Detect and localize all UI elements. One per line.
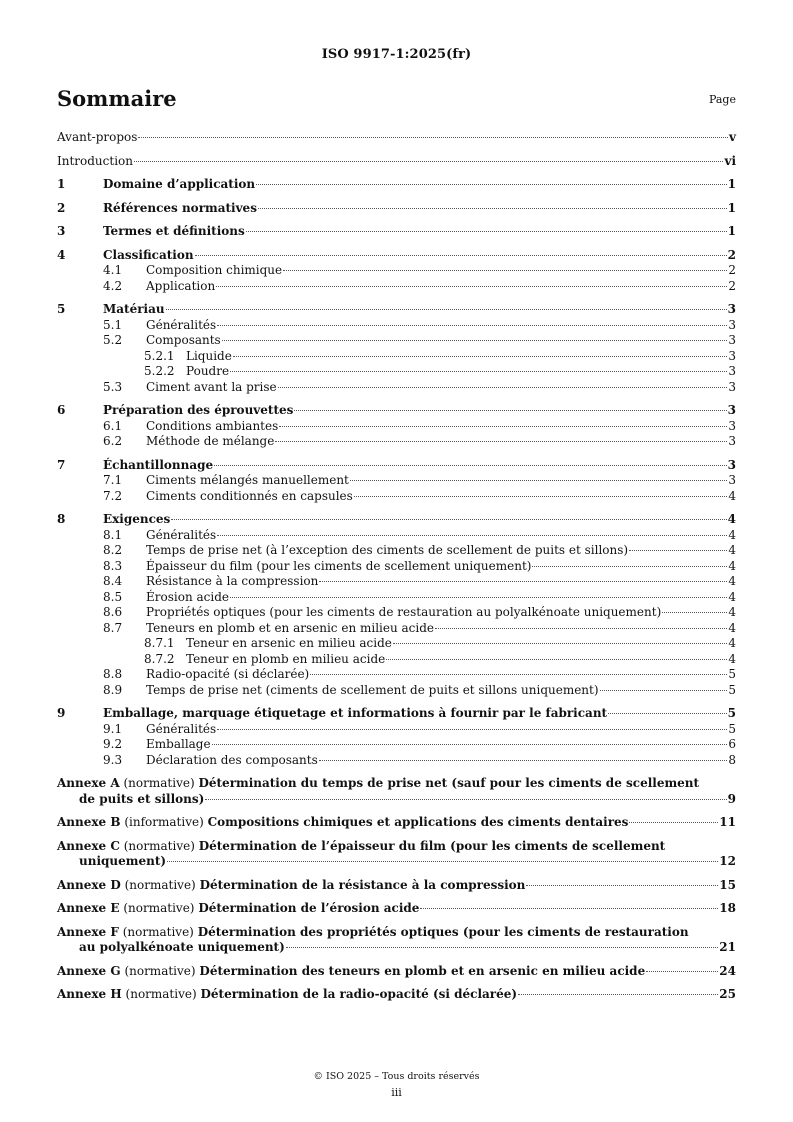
annex-entry[interactable] — [57, 987, 736, 1003]
dot-leader — [138, 137, 728, 138]
copyright-notice: © ISO 2025 – Tous droits réservés — [313, 1071, 480, 1082]
toc-entry[interactable] — [57, 403, 736, 419]
toc-entry-number: 8.6 — [103, 605, 123, 619]
dot-leader — [319, 760, 728, 761]
toc-entry-number: 5.2 — [103, 333, 123, 347]
annex-entry[interactable] — [57, 964, 736, 980]
dot-leader — [166, 309, 727, 310]
toc-entry[interactable] — [57, 753, 736, 769]
toc-entry-page: 4 — [728, 589, 736, 604]
toc-entry[interactable] — [57, 318, 736, 334]
toc-entry-number: 5.3 — [103, 379, 123, 394]
toc-entry-title: Généralités — [146, 527, 217, 542]
annex-entry[interactable] — [57, 815, 736, 831]
dot-leader — [350, 480, 727, 481]
toc-entry-number: 8.7 — [103, 620, 123, 635]
toc-entry-title: Poudre — [186, 364, 230, 378]
dot-leader — [393, 643, 728, 644]
dot-leader — [279, 426, 727, 427]
toc-entry-page: 3 — [727, 403, 736, 417]
toc-entry-page: 4 — [728, 574, 736, 588]
dot-leader — [646, 971, 718, 972]
toc-entry-page: 4 — [728, 527, 736, 542]
toc-entry-number: 3 — [57, 224, 66, 238]
toc-entry-page: 4 — [728, 620, 736, 635]
annex-kind: (normative) — [122, 924, 194, 939]
toc-entry-number: 9.3 — [103, 752, 123, 767]
dot-leader — [230, 597, 727, 598]
toc-entry-title: Temps de prise net (à l’exception des ciments de scellement de puits et sillons) — [146, 543, 629, 557]
toc-entry-page: 3 — [727, 457, 736, 472]
page-number: iii — [391, 1086, 402, 1099]
dot-leader — [275, 441, 727, 442]
toc-entry-page: 4 — [728, 651, 736, 666]
toc-entry-title: Épaisseur du film (pour les ciments de scellement uniquement) — [146, 558, 532, 573]
toc-entry-title: Généralités — [146, 721, 217, 736]
toc-entry-number: 8.5 — [103, 589, 123, 604]
toc-entry-number: 5 — [57, 302, 66, 316]
dot-leader — [258, 208, 727, 209]
annex-title-continued: uniquement) — [79, 854, 167, 868]
toc-entry-number: 7.2 — [103, 488, 123, 503]
toc-entry-page: vi — [724, 153, 736, 168]
toc-entry-number: 2 — [57, 200, 66, 215]
dot-leader — [532, 566, 727, 567]
dot-leader — [214, 465, 726, 466]
toc-entry-page: 3 — [728, 364, 736, 378]
annex-title-continued: au polyalkénoate uniquement) — [79, 940, 285, 954]
toc-entry-number: 1 — [57, 177, 66, 191]
annex-line — [57, 792, 736, 808]
annex-line — [57, 901, 736, 917]
toc-entry-title: Radio-opacité (si déclarée) — [146, 667, 310, 681]
toc-entry-title: Application — [146, 278, 216, 293]
toc-entry-page: 8 — [728, 752, 736, 767]
toc-entry-title: Avant-propos — [57, 130, 138, 144]
annex-label: Annexe E — [57, 901, 120, 915]
page-title: Sommaire — [57, 86, 177, 111]
dot-leader — [278, 387, 728, 388]
annex-label: Annexe G — [57, 963, 121, 978]
annex-kind: (informative) — [124, 815, 204, 829]
dot-leader — [600, 690, 728, 691]
annex-heading — [57, 901, 419, 917]
toc-entry[interactable] — [57, 528, 736, 544]
dot-leader — [420, 908, 718, 909]
annex-label: Annexe H — [57, 987, 122, 1001]
toc-entry[interactable] — [57, 652, 736, 668]
toc-entry[interactable] — [57, 224, 736, 240]
annex-line — [57, 878, 736, 894]
annex-entry[interactable] — [57, 839, 736, 870]
dot-leader — [256, 184, 727, 185]
annex-heading — [57, 878, 525, 894]
toc-entry-page: 2 — [728, 263, 736, 277]
dot-leader — [216, 286, 727, 287]
dot-leader — [205, 799, 726, 800]
dot-leader — [286, 947, 719, 948]
toc-entry-page: 4 — [728, 636, 736, 650]
toc-entry-title: Teneur en plomb en milieu acide — [186, 651, 386, 666]
annex-entry[interactable] — [57, 776, 736, 807]
toc-entry-page: 3 — [728, 473, 736, 487]
toc-entry[interactable] — [57, 263, 736, 279]
toc-entry-number: 4.2 — [103, 278, 123, 293]
toc-entry-page: 3 — [728, 434, 736, 448]
toc-entry-number: 8.4 — [103, 574, 123, 588]
toc-entry-number: 6.2 — [103, 434, 123, 448]
toc-entry-title: Méthode de mélange — [146, 434, 275, 448]
toc-entry[interactable] — [57, 737, 736, 753]
toc-entry-title: Ciments conditionnés en capsules — [146, 488, 353, 503]
toc-entry-title: Ciments mélangés manuellement — [146, 473, 349, 487]
toc-entry-page: 4 — [728, 543, 736, 557]
annex-page: 25 — [719, 987, 736, 1001]
toc-entry-number: 5.2.2 — [144, 364, 175, 378]
toc-entry-title: Érosion acide — [146, 589, 229, 604]
annex-kind: (normative) — [124, 963, 196, 978]
toc-entry[interactable] — [57, 279, 736, 295]
toc-entry-title: Domaine d’application — [103, 177, 256, 191]
annex-page: 21 — [719, 940, 736, 954]
toc-entry-title: Introduction — [57, 153, 133, 168]
toc-entry-page: 4 — [728, 488, 736, 503]
toc-entry-number: 7.1 — [103, 473, 123, 487]
annex-entry[interactable] — [57, 878, 736, 894]
dot-leader — [310, 674, 727, 675]
toc-entry[interactable] — [57, 512, 736, 528]
toc-entry-page: 4 — [728, 605, 736, 619]
toc-entry-number: 8.7.1 — [144, 636, 175, 650]
annex-page: 15 — [719, 877, 736, 892]
toc-entry-number: 6 — [57, 403, 66, 417]
toc-entry-title: Matériau — [103, 302, 165, 316]
toc-entry-title: Généralités — [146, 317, 217, 332]
dot-leader — [354, 496, 728, 497]
dot-leader — [217, 729, 727, 730]
toc-entry-page: 2 — [728, 278, 736, 293]
toc-entry[interactable] — [57, 364, 736, 380]
toc-entry-number: 8.7.2 — [144, 651, 175, 666]
annex-line — [57, 815, 736, 831]
toc-entry-number: 5.1 — [103, 317, 123, 332]
dot-leader — [435, 628, 727, 629]
toc-entry-page: 3 — [728, 317, 736, 332]
annex-heading — [57, 987, 517, 1003]
dot-leader — [283, 270, 727, 271]
toc-entry[interactable] — [57, 434, 736, 450]
toc-entry[interactable] — [57, 667, 736, 683]
annex-line — [57, 776, 736, 792]
toc-entry-title: Composition chimique — [146, 263, 283, 277]
annex-line — [57, 940, 736, 956]
annex-entry[interactable] — [57, 925, 736, 956]
toc-entry[interactable] — [57, 605, 736, 621]
annex-title: Détermination de la résistance à la compression — [199, 877, 526, 892]
toc-entry[interactable] — [57, 543, 736, 559]
toc-entry-title: Teneur en arsenic en milieu acide — [186, 636, 392, 650]
toc-entry-page: 5 — [728, 667, 736, 681]
annex-line — [57, 839, 736, 855]
annex-line — [57, 925, 736, 941]
toc-entry-page: 4 — [727, 512, 736, 526]
annex-title: Détermination du temps de prise net (sauf pour les ciments de scellement — [198, 776, 700, 790]
dot-leader — [222, 340, 728, 341]
toc-entry-title: Exigences — [103, 512, 171, 526]
toc-entry[interactable] — [57, 419, 736, 435]
annex-label: Annexe D — [57, 877, 121, 892]
annex-heading — [57, 815, 628, 831]
dot-leader — [171, 519, 726, 520]
toc-entry-number: 9 — [57, 706, 66, 720]
annex-title-continued: de puits et sillons) — [79, 791, 205, 806]
toc-entry-number: 4.1 — [103, 263, 123, 277]
toc-entry[interactable] — [57, 706, 736, 722]
toc-entry-title: Termes et définitions — [103, 224, 245, 238]
annex-label: Annexe A — [57, 776, 120, 790]
dot-leader — [233, 356, 728, 357]
annex-entry[interactable] — [57, 901, 736, 917]
toc-entry-number: 9.2 — [103, 737, 123, 751]
toc-entry-title: Teneurs en plomb et en arsenic en milieu acide — [146, 620, 435, 635]
toc-entry[interactable] — [57, 489, 736, 505]
dot-leader — [195, 255, 727, 256]
toc-entry[interactable] — [57, 333, 736, 349]
dot-leader — [246, 231, 727, 232]
annex-title: Détermination de la radio-opacité (si déclarée) — [200, 987, 518, 1001]
toc-entry-title: Échantillonnage — [103, 457, 214, 472]
toc-entry[interactable] — [57, 473, 736, 489]
dot-leader — [518, 994, 718, 995]
dot-leader — [629, 822, 718, 823]
annex-kind: (normative) — [123, 838, 195, 853]
toc-entry[interactable] — [57, 621, 736, 637]
toc-entry[interactable] — [57, 380, 736, 396]
annex-label: Annexe C — [57, 838, 120, 853]
toc-entry[interactable] — [57, 130, 736, 146]
table-of-contents — [57, 130, 736, 1003]
toc-entry-number: 5.2.1 — [144, 348, 175, 363]
annex-label: Annexe B — [57, 815, 121, 829]
page-footer — [0, 1069, 793, 1101]
toc-entry-title: Propriétés optiques (pour les ciments de restauration au polyalkénoate uniquement) — [146, 605, 662, 619]
toc-entry-number: 8.2 — [103, 543, 123, 557]
toc-entry[interactable] — [57, 636, 736, 652]
toc-entry-number: 8.8 — [103, 667, 123, 681]
toc-entry-title: Classification — [103, 247, 194, 262]
annex-line — [57, 854, 736, 870]
annex-page: 9 — [727, 791, 736, 806]
annex-page: 18 — [719, 901, 736, 915]
toc-entry[interactable] — [57, 302, 736, 318]
toc-entry[interactable] — [57, 154, 736, 170]
toc-entry[interactable] — [57, 177, 736, 193]
toc-entry[interactable] — [57, 722, 736, 738]
toc-entry-title: Déclaration des composants — [146, 752, 318, 767]
toc-entry-number: 4 — [57, 247, 66, 262]
dot-leader — [319, 581, 727, 582]
toc-entry-page: 4 — [728, 558, 736, 573]
annex-page: 12 — [719, 854, 736, 868]
annex-page: 11 — [719, 815, 736, 829]
toc-entry-number: 9.1 — [103, 721, 123, 736]
dot-leader — [134, 161, 723, 162]
annex-page: 24 — [719, 963, 736, 978]
dot-leader — [294, 410, 726, 411]
toc-entry-page: 3 — [728, 418, 736, 433]
dot-leader — [386, 659, 727, 660]
toc-entry-title: Composants — [146, 333, 221, 347]
toc-entry-number: 7 — [57, 457, 66, 472]
toc-entry-title: Références normatives — [103, 200, 257, 215]
dot-leader — [217, 535, 727, 536]
toc-entry[interactable] — [57, 349, 736, 365]
toc-entry[interactable] — [57, 248, 736, 264]
toc-entry-page: 5 — [727, 706, 736, 720]
toc-entry-number: 8.3 — [103, 558, 123, 573]
toc-entry-page: 1 — [727, 200, 736, 215]
toc-entry-title: Ciment avant la prise — [146, 379, 277, 394]
toc-entry-title: Liquide — [186, 348, 232, 363]
annex-kind: (normative) — [123, 776, 195, 790]
annex-title: Détermination de l’épaisseur du film (pour les ciments de scellement — [198, 838, 666, 853]
annex-line — [57, 987, 736, 1003]
toc-entry-title: Résistance à la compression — [146, 574, 319, 588]
toc-entry-page: 3 — [728, 333, 736, 347]
toc-entry-title: Emballage, marquage étiquetage et informations à fournir par le fabricant — [103, 706, 608, 720]
dot-leader — [662, 612, 727, 613]
toc-entry-title: Temps de prise net (ciments de scellement de puits et sillons uniquement) — [146, 682, 599, 697]
annex-title: Détermination des teneurs en plomb et en arsenic en milieu acide — [199, 963, 646, 978]
toc-entry[interactable] — [57, 574, 736, 590]
toc-entry-number: 8.9 — [103, 682, 123, 697]
document-id-header: ISO 9917-1:2025(fr) — [321, 47, 472, 62]
toc-entry-page: v — [729, 130, 736, 144]
toc-entry-number: 6.1 — [103, 418, 123, 433]
dot-leader — [629, 550, 727, 551]
dot-leader — [167, 861, 718, 862]
dot-leader — [217, 325, 727, 326]
toc-entry-page: 5 — [728, 682, 736, 697]
toc-entry-number: 8.1 — [103, 527, 123, 542]
annex-title: Détermination des propriétés optiques (pour les ciments de restauration — [197, 924, 689, 939]
toc-entry-page: 3 — [728, 348, 736, 363]
toc-entry[interactable] — [57, 590, 736, 606]
annex-label: Annexe F — [57, 924, 119, 939]
annex-title: Détermination de l’érosion acide — [198, 901, 420, 915]
annex-heading — [57, 964, 645, 980]
dot-leader — [608, 713, 727, 714]
toc-entry-page: 1 — [727, 224, 736, 238]
toc-entry[interactable] — [57, 559, 736, 575]
annex-line — [57, 964, 736, 980]
toc-entry-page: 2 — [727, 247, 736, 262]
page-column-label: Page — [708, 93, 736, 106]
toc-entry-page: 3 — [728, 379, 736, 394]
toc-entry-page: 6 — [728, 737, 736, 751]
toc-entry[interactable] — [57, 458, 736, 474]
toc-entry-number: 8 — [57, 512, 66, 526]
toc-entry[interactable] — [57, 683, 736, 699]
toc-entry-title: Préparation des éprouvettes — [103, 403, 294, 417]
annex-kind: (normative) — [124, 877, 196, 892]
dot-leader — [526, 885, 718, 886]
dot-leader — [212, 744, 728, 745]
toc-entry-page: 5 — [728, 721, 736, 736]
annex-title: Compositions chimiques et applications des ciments dentaires — [207, 815, 629, 829]
toc-entry-title: Emballage — [146, 737, 211, 751]
annex-kind: (normative) — [123, 901, 195, 915]
toc-entry-page: 3 — [727, 302, 736, 316]
dot-leader — [230, 371, 727, 372]
toc-entry-page: 1 — [727, 177, 736, 191]
toc-entry-title: Conditions ambiantes — [146, 418, 279, 433]
annex-kind: (normative) — [125, 987, 197, 1001]
toc-entry[interactable] — [57, 201, 736, 217]
